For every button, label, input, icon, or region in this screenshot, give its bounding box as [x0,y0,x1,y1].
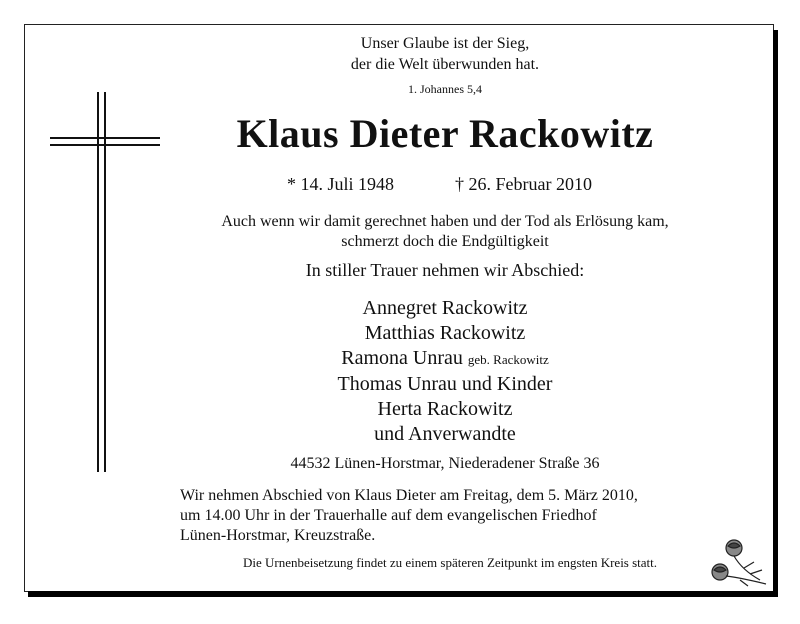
funeral-line-2: um 14.00 Uhr in der Trauerhalle auf dem evangelischen Friedhof [180,507,597,524]
roses-icon [704,536,772,590]
family-member: Herta Rackowitz [377,398,513,420]
cross-icon [50,92,160,472]
family-member [150,346,740,372]
birth-star-icon: * [287,174,296,194]
family-address: 44532 Lünen-Horstmar, Niederadener Straße 36 [290,455,600,472]
family-member: Thomas Unrau und Kinder [337,373,553,395]
urn-burial-note: Die Urnenbeisetzung findet zu einem späteren Zeitpunkt im engsten Kreis statt. [242,555,658,570]
family-member: Annegret Rackowitz [362,297,528,319]
family-list [150,296,740,447]
mourning-line: In stiller Trauer nehmen wir Abschied: [305,260,585,280]
funeral-details [180,486,720,546]
message-line-1: Auch wenn wir damit gerechnet haben und der Tod als Erlösung kam, [221,213,669,230]
death-date-text: 26. Februar 2010 [468,174,592,194]
deceased-name: Klaus Dieter Rackowitz [236,111,654,156]
condolence-message [150,212,740,252]
death-date [455,174,592,195]
verse-line-2: der die Welt überwunden hat. [350,56,540,73]
bible-verse [150,33,740,75]
family-member-name: Ramona Unrau [341,347,463,369]
birth-date-text: 14. Juli 1948 [300,174,395,194]
verse-line-1: Unser Glaube ist der Sieg, [360,35,530,52]
frame-shadow-right [773,30,778,596]
family-member-note: geb. Rackowitz [467,352,549,367]
death-cross-icon: † [455,174,464,194]
funeral-line-3: Lünen-Horstmar, Kreuzstraße. [180,527,376,544]
message-line-2: schmerzt doch die Endgültigkeit [341,233,549,250]
family-member: und Anverwandte [374,423,516,445]
funeral-line-1: Wir nehmen Abschied von Klaus Dieter am Freitag, dem 5. März 2010, [180,487,638,504]
verse-reference: 1. Johannes 5,4 [408,82,482,96]
frame-shadow-bottom [28,591,778,597]
family-member: Matthias Rackowitz [364,322,526,344]
birth-date [287,174,394,195]
